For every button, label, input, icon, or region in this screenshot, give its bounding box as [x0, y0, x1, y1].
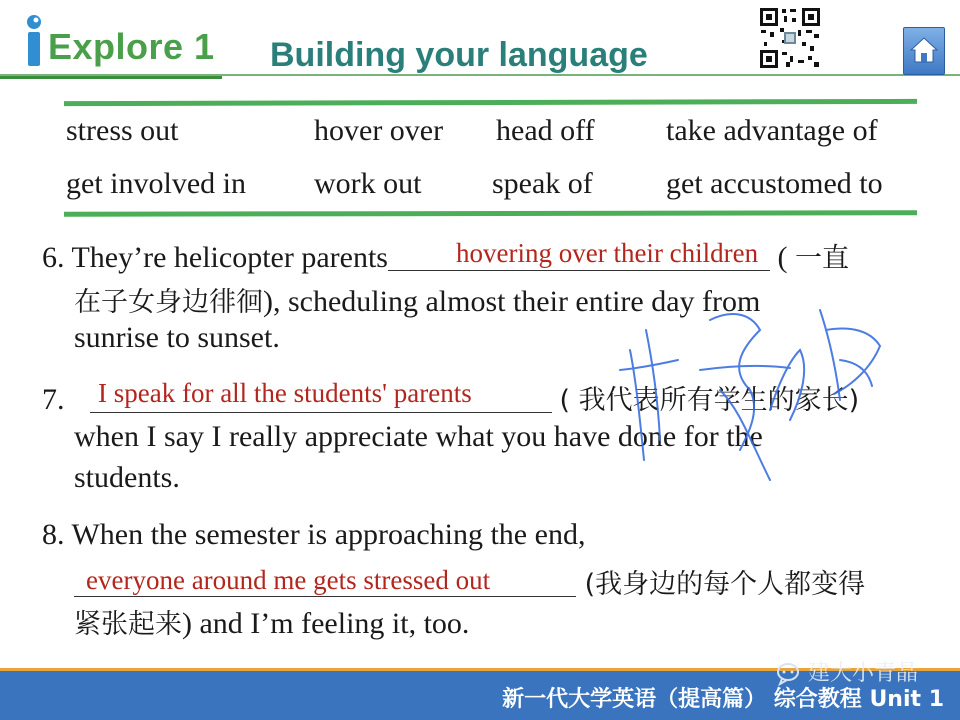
phrase-item: speak of — [492, 167, 593, 200]
section-title: Explore 1 — [48, 26, 215, 67]
question-7-prefix: 7. — [42, 383, 65, 416]
handwritten-signature — [600, 290, 900, 490]
phrase-item: take advantage of — [666, 114, 878, 147]
home-icon — [909, 35, 939, 65]
question-7-answer: I speak for all the students' parents — [98, 378, 472, 408]
qr-code-icon — [758, 6, 822, 70]
question-6-answer: hovering over their children — [456, 238, 759, 268]
question-6-line-3: sunrise to sunset. — [74, 321, 280, 354]
phrase-item: hover over — [314, 114, 444, 147]
header-accent-bar — [0, 76, 222, 79]
phrase-item: head off — [496, 114, 595, 147]
question-6-line-2-rest: ), scheduling almost their entire day from — [263, 285, 761, 318]
question-8-line-1: 8. When the semester is approaching the end, — [42, 518, 586, 551]
question-8-line-3 — [74, 602, 469, 641]
phrase-item: get accustomed to — [666, 167, 883, 200]
watermark-text: 建大小青晶 — [808, 661, 919, 686]
question-8-line-3-rest: ) and I’m feeling it, too. — [182, 607, 470, 640]
question-6-hint-open: ( — [769, 241, 788, 274]
footer-course-title: 新一代大学英语（提高篇） 综合教程 Unit 1 — [502, 687, 944, 712]
logo-i-icon — [22, 14, 46, 68]
phrase-box-top-border — [64, 99, 917, 106]
question-8-line-3-cn: 紧张起来 — [74, 609, 182, 640]
question-7-hint: ( 我代表所有学生的家长) — [559, 385, 860, 416]
phrase-item: get involved in — [66, 167, 246, 200]
question-6-line-2-cn: 在子女身边徘徊 — [74, 287, 263, 318]
phrase-box-bottom-border — [64, 210, 917, 216]
question-6-prefix: 6. They’re helicopter parents — [42, 241, 388, 274]
question-8-answer: everyone around me gets stressed out — [86, 565, 491, 595]
question-7-line-2: when I say I really appreciate what you have done for the — [74, 420, 763, 453]
phrase-item: stress out — [66, 114, 179, 147]
question-8-hint: (我身边的每个人都变得 — [576, 569, 866, 600]
phrase-item: work out — [314, 167, 422, 200]
page-subtitle: Building your language — [270, 36, 648, 74]
question-6-hint-cn: 一直 — [794, 243, 849, 274]
home-button[interactable] — [903, 27, 945, 75]
question-7-line-3: students. — [74, 461, 180, 494]
